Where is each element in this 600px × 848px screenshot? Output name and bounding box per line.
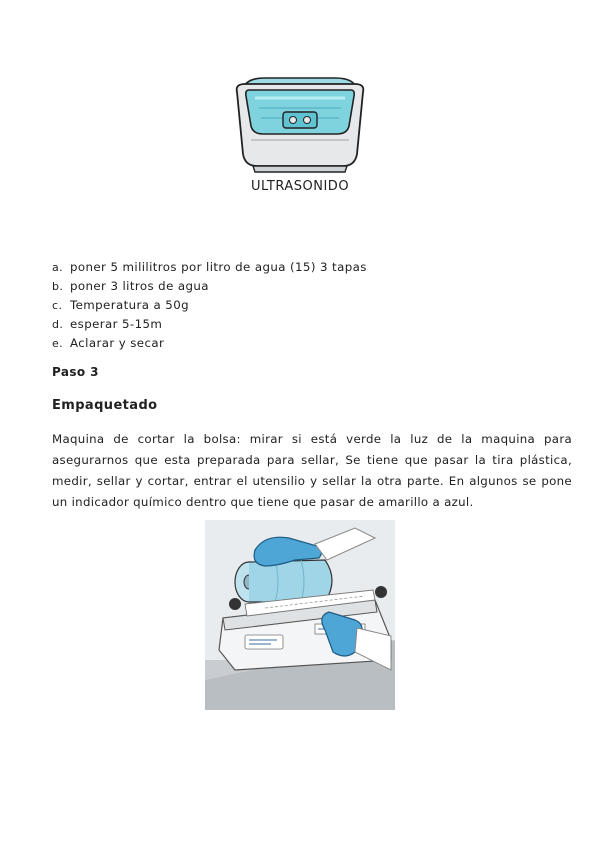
sealing-machine-illustration — [205, 520, 395, 710]
steps-list — [52, 258, 367, 353]
ultrasonic-cleaner-illustration — [225, 68, 375, 174]
section-heading: Empaquetado — [52, 398, 158, 413]
step-heading: Paso 3 — [52, 365, 99, 379]
list-item: e. Aclarar y secar — [52, 336, 165, 350]
ultrasonic-caption: ULTRASONIDO — [250, 179, 350, 194]
list-item: c. Temperatura a 50g — [52, 298, 189, 312]
body-paragraph: Maquina de cortar la bolsa: mirar si está verde la luz de la maquina para asegurarnos que esta preparada para sellar, Se tiene que pasar la tira plástica, medir, sellar y cortar, entrar el utensilio y sellar la otra parte. En algunos se pone un indicador químico dentro que tiene que pasar de amarillo a azul. — [52, 432, 572, 509]
list-item: b. poner 3 litros de agua — [52, 279, 209, 293]
list-item: d. esperar 5-15m — [52, 317, 163, 331]
list-item: a. poner 5 mililitros por litro de agua (15) 3 tapas — [52, 260, 367, 274]
